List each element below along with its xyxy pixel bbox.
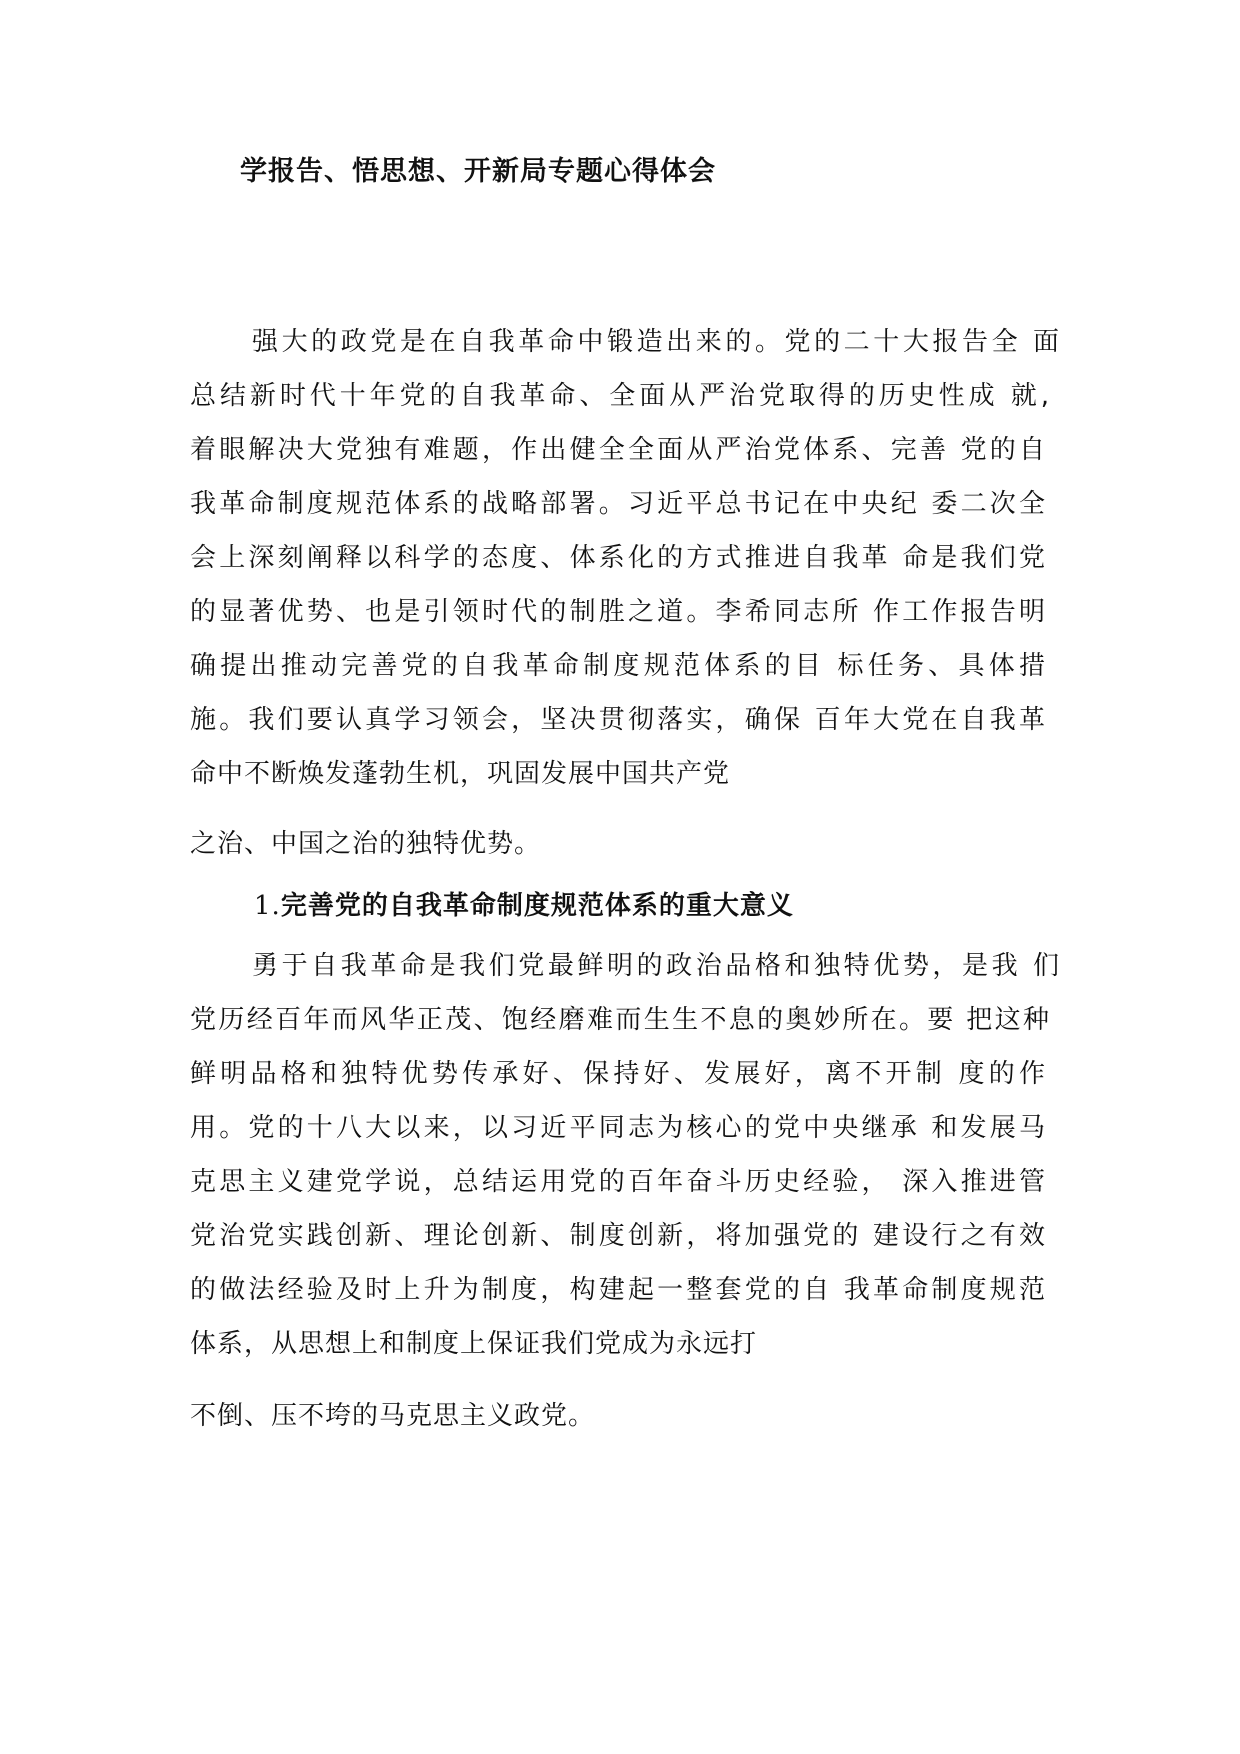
- paragraph-1-line-6: 的显著优势、也是引领时代的制胜之道。李希同志所 作工作报告明: [190, 597, 1046, 627]
- section-heading-1: [254, 886, 794, 926]
- paragraph-2-line-5: 克思主义建党学说，总结运用党的百年奋斗历史经验， 深入推进管: [190, 1167, 1046, 1197]
- paragraph-1-line-3: 着眼解决大党独有难题，作出健全全面从严治党体系、完善 党的自: [190, 435, 1046, 465]
- paragraph-1-line-1: 强大的政党是在自我革命中锻造出来的。党的二十大报告全 面: [252, 327, 1060, 357]
- paragraph-2-line-1: 勇于自我革命是我们党最鲜明的政治品格和独特优势，是我 们: [252, 951, 1060, 981]
- paragraph-1-line-2: 总结新时代十年党的自我革命、全面从严治党取得的历史性成 就,: [190, 381, 1050, 411]
- paragraph-2-line-6: 党治党实践创新、理论创新、制度创新，将加强党的 建设行之有效: [190, 1221, 1046, 1251]
- paragraph-2-tail: 不倒、压不垮的马克思主义政党。: [190, 1401, 596, 1431]
- paragraph-1-tail: 之治、中国之治的独特优势。: [190, 829, 542, 859]
- paragraph-2-line-8: 体系，从思想上和制度上保证我们党成为永远打: [190, 1329, 758, 1359]
- paragraph-2-line-4: 用。党的十八大以来，以习近平同志为核心的党中央继承 和发展马: [190, 1113, 1046, 1143]
- section-heading-number: 1.: [254, 891, 281, 921]
- paragraph-2-line-2: 党历经百年而风华正茂、饱经磨难而生生不息的奥妙所在。要 把这种: [190, 1005, 1050, 1035]
- paragraph-2-line-3: 鲜明品格和独特优势传承好、保持好、发展好，离不开制 度的作: [190, 1059, 1046, 1089]
- paragraph-1-line-5: 会上深刻阐释以科学的态度、体系化的方式推进自我革 命是我们党: [190, 543, 1046, 573]
- section-heading-text: 完善党的自我革命制度规范体系的重大意义: [280, 891, 794, 921]
- paragraph-1-line-9: 命中不断焕发蓬勃生机，巩固发展中国共产党: [190, 759, 731, 789]
- paragraph-1-line-8: 施。我们要认真学习领会，坚决贯彻落实，确保 百年大党在自我革: [190, 705, 1046, 735]
- paragraph-1-line-4: 我革命制度规范体系的战略部署。习近平总书记在中央纪 委二次全: [190, 489, 1046, 519]
- paragraph-2-line-7: 的做法经验及时上升为制度，构建起一整套党的自 我革命制度规范: [190, 1275, 1046, 1305]
- paragraph-1-line-7: 确提出推动完善党的自我革命制度规范体系的目 标任务、具体措: [190, 651, 1046, 681]
- document-title: 学报告、悟思想、开新局专题心得体会: [240, 156, 716, 187]
